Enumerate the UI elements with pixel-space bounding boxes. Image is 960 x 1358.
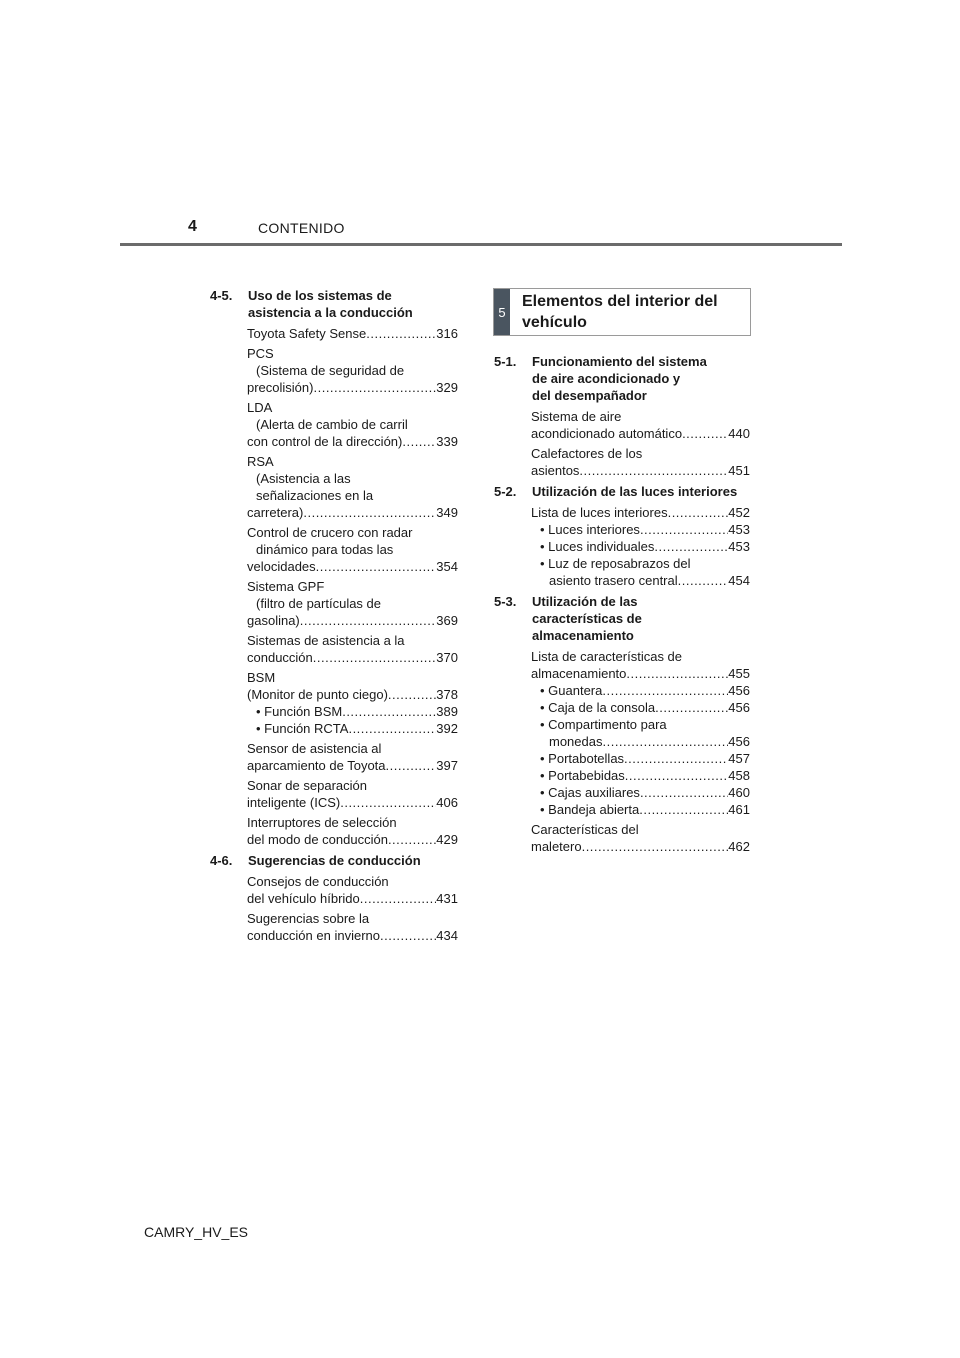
toc-page-number: 349 bbox=[436, 505, 458, 520]
dot-leader bbox=[300, 612, 437, 629]
toc-entry-text: velocidades bbox=[247, 559, 316, 574]
section-title-line: del desempañador bbox=[532, 388, 647, 403]
dot-leader bbox=[303, 504, 436, 521]
toc-section-heading[interactable] bbox=[494, 353, 750, 404]
toc-page-number: 329 bbox=[436, 380, 458, 395]
toc-section-heading[interactable] bbox=[210, 852, 458, 869]
toc-entry-text: Toyota Safety Sense bbox=[247, 326, 367, 341]
toc-entry-leader[interactable] bbox=[247, 794, 458, 811]
toc-section bbox=[494, 483, 750, 589]
section-number: 5-2. bbox=[494, 484, 517, 499]
toc-entry[interactable] bbox=[247, 777, 458, 811]
dot-leader bbox=[579, 462, 728, 479]
toc-items bbox=[531, 504, 750, 589]
toc-items bbox=[247, 325, 458, 848]
toc-items bbox=[531, 408, 750, 479]
section-number: 5-1. bbox=[494, 354, 517, 369]
toc-entry-line: Sensor de asistencia al bbox=[247, 741, 382, 756]
toc-entry[interactable] bbox=[531, 504, 750, 589]
toc-right-column bbox=[494, 353, 750, 859]
toc-entry[interactable] bbox=[247, 814, 458, 848]
dot-leader bbox=[366, 325, 436, 342]
toc-page-number: 462 bbox=[728, 839, 750, 854]
toc-entry-leader[interactable] bbox=[247, 831, 458, 848]
toc-entry-leader[interactable] bbox=[247, 558, 458, 575]
toc-entry-line: Lista de características de bbox=[531, 649, 683, 664]
toc-subentry[interactable] bbox=[247, 720, 458, 737]
toc-entry-text: del modo de conducción bbox=[247, 832, 388, 847]
toc-page-number: 389 bbox=[436, 704, 458, 719]
toc-page-number: 456 bbox=[728, 734, 750, 749]
toc-entry-text: • Caja de la consola bbox=[540, 700, 656, 715]
dot-leader bbox=[668, 504, 729, 521]
toc-entry-line: Consejos de conducción bbox=[247, 874, 389, 889]
toc-entry-line: (Alerta de cambio de carril bbox=[256, 417, 408, 432]
chapter-title bbox=[510, 289, 750, 335]
dot-leader bbox=[342, 703, 436, 720]
toc-page-number: 339 bbox=[436, 434, 458, 449]
toc-entry-line: BSM bbox=[247, 670, 276, 685]
section-number: 4-5. bbox=[210, 288, 233, 303]
toc-subentry[interactable] bbox=[531, 682, 750, 699]
toc-entry-text: carretera) bbox=[247, 505, 304, 520]
toc-section bbox=[494, 353, 750, 479]
toc-section bbox=[494, 593, 750, 855]
toc-page-number: 406 bbox=[436, 795, 458, 810]
toc-entry-text: almacenamiento bbox=[531, 666, 627, 681]
toc-entry-line: PCS bbox=[247, 346, 274, 361]
toc-entry-text: con control de la dirección) bbox=[247, 434, 403, 449]
toc-page-number: 370 bbox=[436, 650, 458, 665]
toc-page-number: 429 bbox=[436, 832, 458, 847]
dot-leader bbox=[340, 794, 436, 811]
toc-entry[interactable] bbox=[531, 648, 750, 818]
toc-entry[interactable] bbox=[247, 669, 458, 737]
toc-entry[interactable] bbox=[247, 345, 458, 396]
dot-leader bbox=[313, 379, 436, 396]
toc-entry-line: Sonar de separación bbox=[247, 778, 367, 793]
section-title-line: Sugerencias de conducción bbox=[248, 853, 421, 868]
toc-entry-text: precolisión) bbox=[247, 380, 314, 395]
toc-page-number: 378 bbox=[436, 687, 458, 702]
toc-page-number: 316 bbox=[436, 326, 458, 341]
toc-entry-text: gasolina) bbox=[247, 613, 300, 628]
dot-leader bbox=[626, 665, 728, 682]
chapter-title-line: Elementos del interior del bbox=[522, 293, 718, 310]
dot-leader bbox=[625, 767, 729, 784]
section-title bbox=[248, 852, 458, 869]
toc-subentry[interactable] bbox=[531, 750, 750, 767]
toc-entry-text: conducción en invierno bbox=[247, 928, 380, 943]
toc-entry-line: Características del bbox=[531, 822, 639, 837]
toc-entry-leader[interactable] bbox=[531, 733, 750, 750]
section-number: 5-3. bbox=[494, 594, 517, 609]
toc-entry-text: • Luces interiores bbox=[540, 522, 640, 537]
toc-entry[interactable] bbox=[531, 445, 750, 479]
toc-entry-leader[interactable] bbox=[247, 890, 458, 907]
dot-leader bbox=[682, 425, 728, 442]
toc-entry-leader[interactable] bbox=[247, 686, 458, 703]
toc-items bbox=[247, 873, 458, 944]
toc-entry-line: Calefactores de los bbox=[531, 446, 643, 461]
toc-entry-leader[interactable] bbox=[247, 927, 458, 944]
toc-entry-line: Control de crucero con radar bbox=[247, 525, 413, 540]
toc-entry-text: del vehículo híbrido bbox=[247, 891, 360, 906]
toc-subentry-line: • Compartimento para bbox=[540, 717, 667, 732]
toc-items bbox=[531, 648, 750, 855]
dot-leader bbox=[316, 558, 437, 575]
dot-leader bbox=[313, 649, 437, 666]
toc-entry-line: Sistema GPF bbox=[247, 579, 325, 594]
toc-entry-line: señalizaciones en la bbox=[256, 488, 374, 503]
page-number: 4 bbox=[188, 218, 197, 235]
header-rule bbox=[120, 243, 842, 246]
toc-entry-text: conducción bbox=[247, 650, 313, 665]
toc-subentry[interactable] bbox=[247, 703, 458, 720]
toc-entry-text: (Monitor de punto ciego) bbox=[247, 687, 388, 702]
toc-subentry[interactable] bbox=[531, 784, 750, 801]
dot-leader bbox=[639, 801, 728, 818]
toc-entry-leader[interactable] bbox=[531, 425, 750, 442]
toc-entry-leader[interactable] bbox=[247, 649, 458, 666]
dot-leader bbox=[360, 890, 437, 907]
toc-page-number: 397 bbox=[436, 758, 458, 773]
toc-entry-text: inteligente (ICS) bbox=[247, 795, 341, 810]
toc-section bbox=[210, 852, 458, 944]
section-title-line: características de bbox=[532, 611, 642, 626]
toc-page-number: 454 bbox=[728, 573, 750, 588]
dot-leader bbox=[402, 433, 436, 450]
toc-page-number: 451 bbox=[728, 463, 750, 478]
toc-entry-line: (Sistema de seguridad de bbox=[256, 363, 405, 378]
toc-entry-line: (Asistencia a las bbox=[256, 471, 351, 486]
toc-entry-leader[interactable] bbox=[531, 504, 750, 521]
toc-entry-leader[interactable] bbox=[531, 838, 750, 855]
section-number: 4-6. bbox=[210, 853, 233, 868]
toc-page-number: 434 bbox=[436, 928, 458, 943]
dot-leader bbox=[602, 733, 728, 750]
dot-leader bbox=[388, 686, 436, 703]
toc-page-number: 452 bbox=[728, 505, 750, 520]
dot-leader bbox=[602, 682, 728, 699]
toc-entry-line: Interruptores de selección bbox=[247, 815, 397, 830]
model-code: CAMRY_HV_ES bbox=[144, 1224, 249, 1240]
toc-subentry[interactable] bbox=[531, 538, 750, 555]
dot-leader bbox=[582, 838, 729, 855]
toc-page-number: 461 bbox=[728, 802, 750, 817]
toc-page-number: 453 bbox=[728, 539, 750, 554]
toc-entry[interactable] bbox=[247, 325, 458, 342]
toc-page-number: 354 bbox=[436, 559, 458, 574]
toc-subentry[interactable] bbox=[531, 521, 750, 538]
toc-entry-text: acondicionado automático bbox=[531, 426, 683, 441]
toc-entry-leader[interactable] bbox=[247, 504, 458, 521]
toc-entry-leader[interactable] bbox=[247, 433, 458, 450]
toc-entry-leader[interactable] bbox=[531, 665, 750, 682]
toc-page-number: 440 bbox=[728, 426, 750, 441]
toc-entry-text: • Función BSM bbox=[256, 704, 343, 719]
toc-entry-leader[interactable] bbox=[531, 572, 750, 589]
toc-entry-leader[interactable] bbox=[531, 462, 750, 479]
toc-entry-text: • Portabebidas bbox=[540, 768, 625, 783]
dot-leader bbox=[678, 572, 729, 589]
toc-entry-text: • Cajas auxiliares bbox=[540, 785, 640, 800]
toc-entry-text: Lista de luces interiores bbox=[531, 505, 668, 520]
toc-entry[interactable] bbox=[531, 821, 750, 855]
toc-section-heading[interactable] bbox=[210, 287, 458, 321]
toc-subentry[interactable] bbox=[531, 699, 750, 716]
toc-page-number: 369 bbox=[436, 613, 458, 628]
toc-page-number: 456 bbox=[728, 683, 750, 698]
toc-page-number: 456 bbox=[728, 700, 750, 715]
section-title-line: asistencia a la conducción bbox=[248, 305, 413, 320]
toc-page-number: 458 bbox=[728, 768, 750, 783]
toc-page-number: 455 bbox=[728, 666, 750, 681]
section-title bbox=[248, 287, 458, 321]
dot-leader bbox=[388, 831, 436, 848]
toc-left-column bbox=[210, 287, 458, 948]
toc-entry[interactable] bbox=[247, 524, 458, 575]
section-title-line: almacenamiento bbox=[532, 628, 634, 643]
toc-entry-leader[interactable] bbox=[247, 379, 458, 396]
section-title bbox=[532, 593, 750, 644]
section-title-line: Uso de los sistemas de bbox=[248, 288, 392, 303]
toc-page-number: 431 bbox=[436, 891, 458, 906]
toc-section-heading[interactable] bbox=[494, 483, 750, 500]
toc-entry-text: • Portabotellas bbox=[540, 751, 625, 766]
chapter-heading-box[interactable] bbox=[493, 288, 751, 336]
chapter-number-tab: 5 bbox=[494, 289, 510, 335]
toc-page-number: 460 bbox=[728, 785, 750, 800]
toc-entry-line: Sugerencias sobre la bbox=[247, 911, 370, 926]
toc-entry[interactable] bbox=[247, 910, 458, 944]
dot-leader bbox=[654, 538, 728, 555]
dot-leader bbox=[380, 927, 436, 944]
toc-entry[interactable] bbox=[247, 399, 458, 450]
toc-entry[interactable] bbox=[247, 740, 458, 774]
toc-entry[interactable] bbox=[247, 873, 458, 907]
toc-entry-line: LDA bbox=[247, 400, 273, 415]
dot-leader bbox=[348, 720, 436, 737]
toc-entry[interactable] bbox=[247, 578, 458, 629]
toc-entry-line: RSA bbox=[247, 454, 274, 469]
toc-entry-text: asiento trasero central bbox=[549, 573, 678, 588]
dot-leader bbox=[640, 784, 728, 801]
dot-leader bbox=[655, 699, 728, 716]
toc-entry-text: monedas bbox=[549, 734, 603, 749]
toc-section bbox=[210, 287, 458, 848]
toc-subentry[interactable] bbox=[531, 767, 750, 784]
section-title-line: Utilización de las luces interiores bbox=[532, 484, 738, 499]
toc-entry-line: Sistema de aire bbox=[531, 409, 622, 424]
toc-entry-line: (filtro de partículas de bbox=[256, 596, 382, 611]
section-title-line: de aire acondicionado y bbox=[532, 371, 681, 386]
toc-entry-text: • Guantera bbox=[540, 683, 603, 698]
toc-page-number: 392 bbox=[436, 721, 458, 736]
chapter-title-line: vehículo bbox=[522, 314, 587, 331]
toc-entry-text: • Función RCTA bbox=[256, 721, 349, 736]
toc-page-number: 457 bbox=[728, 751, 750, 766]
dot-leader bbox=[640, 521, 728, 538]
toc-entry-text: • Bandeja abierta bbox=[540, 802, 640, 817]
dot-leader bbox=[624, 750, 728, 767]
toc-section-heading[interactable] bbox=[494, 593, 750, 644]
toc-entry-leader[interactable] bbox=[247, 612, 458, 629]
toc-entry-leader[interactable] bbox=[247, 757, 458, 774]
section-title bbox=[532, 353, 750, 404]
toc-entry[interactable] bbox=[247, 453, 458, 521]
toc-page-number: 453 bbox=[728, 522, 750, 537]
section-title-line: Funcionamiento del sistema bbox=[532, 354, 707, 369]
toc-subentry-line: • Luz de reposabrazos del bbox=[540, 556, 691, 571]
toc-entry-text: asientos bbox=[531, 463, 580, 478]
section-title bbox=[532, 483, 750, 500]
toc-entry[interactable] bbox=[247, 632, 458, 666]
toc-entry-line: dinámico para todas las bbox=[256, 542, 394, 557]
toc-entry-text: maletero bbox=[531, 839, 582, 854]
toc-entry-text: • Luces individuales bbox=[540, 539, 655, 554]
section-title-line: Utilización de las bbox=[532, 594, 638, 609]
toc-entry-leader[interactable] bbox=[247, 325, 458, 342]
toc-entry[interactable] bbox=[531, 408, 750, 442]
toc-entry-text: aparcamiento de Toyota bbox=[247, 758, 386, 773]
toc-entry-line: Sistemas de asistencia a la bbox=[247, 633, 405, 648]
toc-subentry[interactable] bbox=[531, 801, 750, 818]
dot-leader bbox=[386, 757, 437, 774]
header-title: CONTENIDO bbox=[258, 220, 345, 236]
